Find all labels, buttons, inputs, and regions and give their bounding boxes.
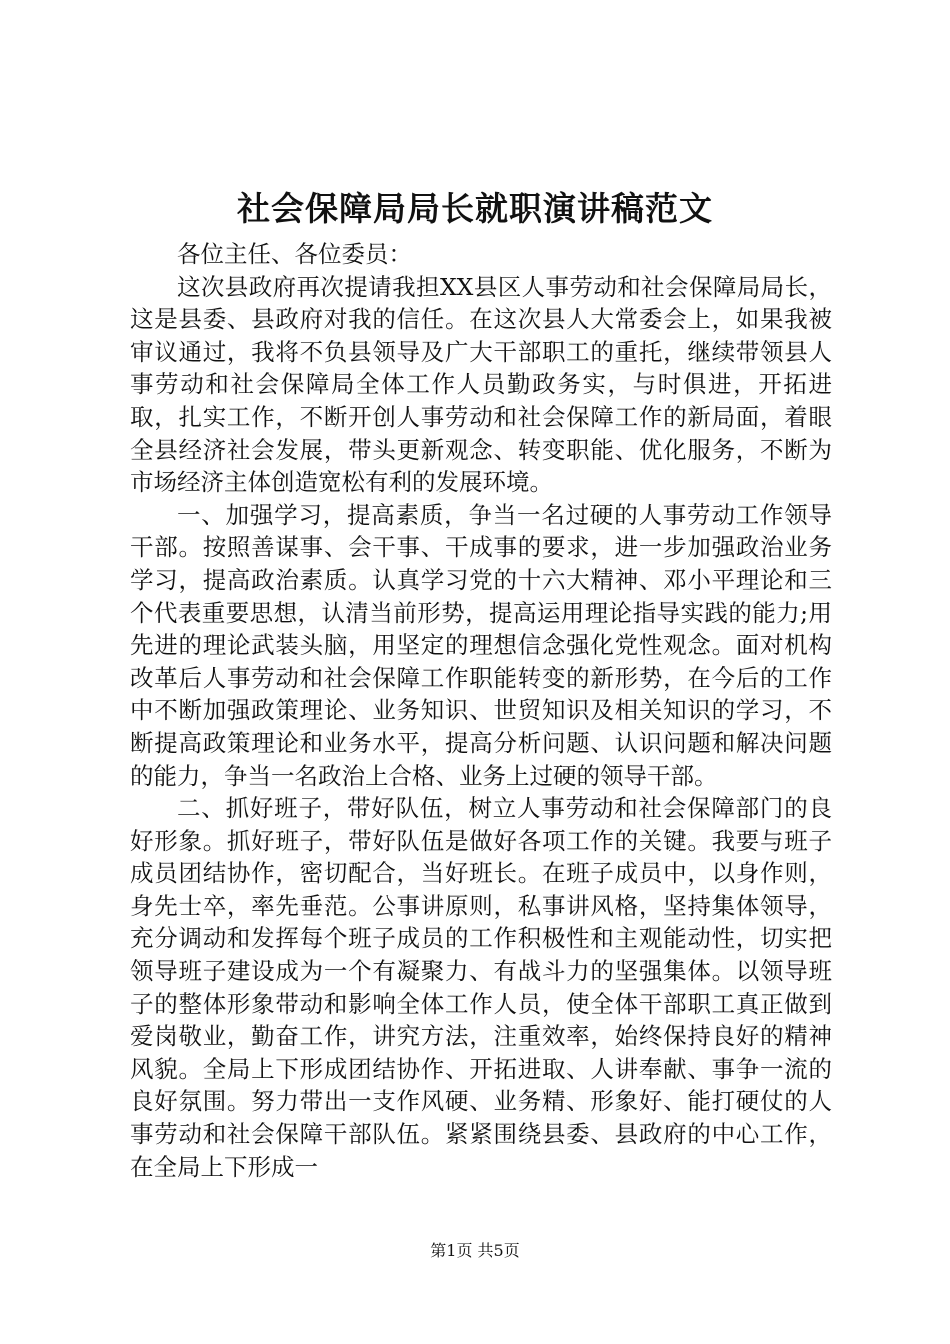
paragraph-intro: 这次县政府再次提请我担XX县区人事劳动和社会保障局局长，这是县委、县政府对我的信任。在这次县人大常委会上，如果我被审议通过，我将不负县领导及广大干部职工的重托，继续带领县人事劳动和社会保障局全体工作人员勤政务实，与时俱进，开拓进取，扎实工作，不断开创人事劳动和社会保障工作的新局面，着眼全县经济社会发展，带头更新观念、转变职能、优化服务，不断为市场经济主体创造宽松有利的发展环境。 [130,272,832,497]
page-number-footer: 第1页 共5页 [430,1241,520,1260]
document-title: 社会保障局局长就职演讲稿范文 [237,189,713,228]
salutation: 各位主任、各位委员： [177,240,412,268]
document-body [130,238,832,1183]
paragraph-section-2: 二、抓好班子，带好队伍，树立人事劳动和社会保障部门的良好形象。抓好班子，带好队伍是做好各项工作的关键。我要与班子成员团结协作，密切配合，当好班长。在班子成员中，以身作则，身先士卒，率先垂范。公事讲原则，私事讲风格，坚持集体领导，充分调动和发挥每个班子成员的工作积极性和主观能动性，切实把领导班子建设成为一个有凝聚力、有战斗力的坚强集体。以领导班子的整体形象带动和影响全体工作人员，使全体干部职工真正做到爱岗敬业，勤奋工作，讲究方法，注重效率，始终保持良好的精神风貌。全局上下形成团结协作、开拓进取、人讲奉献、事争一流的良好氛围。努力带出一支作风硬、业务精、形象好、能打硬仗的人事劳动和社会保障干部队伍。紧紧围绕县委、县政府的中心工作，在全局上下形成一 [130,794,832,1181]
paragraph-section-1: 一、加强学习，提高素质，争当一名过硬的人事劳动工作领导干部。按照善谋事、会干事、干成事的要求，进一步加强政治业务学习，提高政治素质。认真学习党的十六大精神、邓小平理论和三个代表重要思想，认清当前形势，提高运用理论指导实践的能力;用先进的理论武装头脑，用坚定的理想信念强化党性观念。面对机构改革后人事劳动和社会保障工作职能转变的新形势，在今后的工作中不断加强政策理论、业务知识、世贸知识及相关知识的学习，不断提高政策理论和业务水平，提高分析问题、认识问题和解决问题的能力，争当一名政治上合格、业务上过硬的领导干部。 [130,500,832,790]
